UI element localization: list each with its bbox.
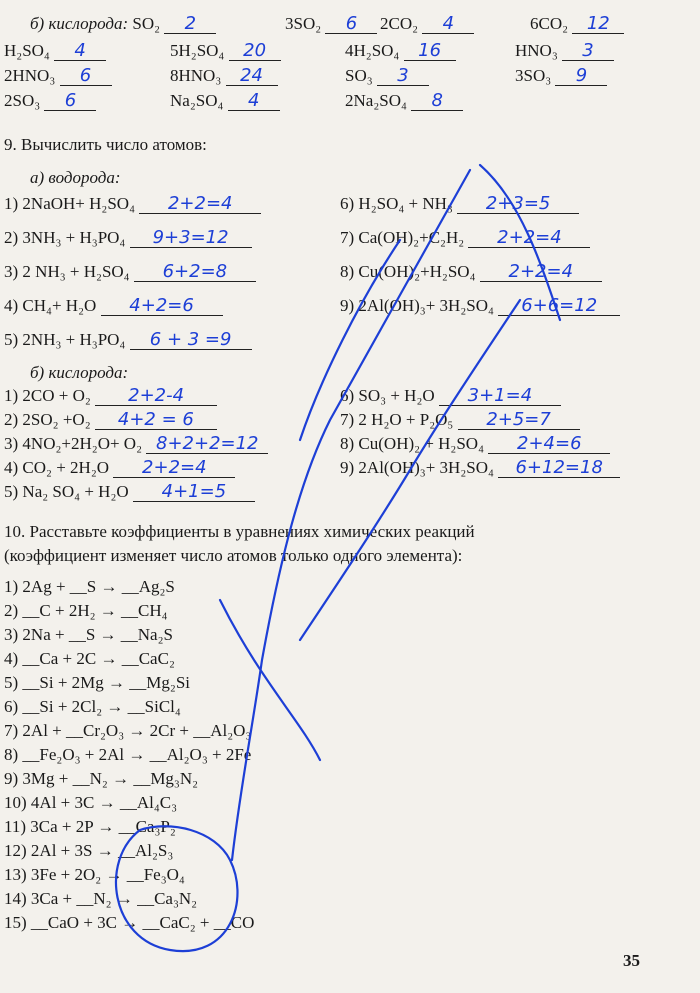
handwritten-answer: 8 <box>411 92 463 111</box>
task9-title: 9. Вычислить число атомов: <box>4 135 207 154</box>
task-item <box>4 434 268 454</box>
formula: 2Al(OH)₃+ 3H₂SO₄ <box>358 458 499 477</box>
task-item <box>340 410 580 430</box>
header-cell <box>530 14 624 34</box>
header-cell <box>170 66 278 86</box>
equation-line: 11) 3Ca + 2P → __Ca₃P₂ <box>4 817 176 836</box>
handwritten-answer: 2+2=4 <box>468 229 590 248</box>
handwritten-answer: 2 <box>164 15 216 34</box>
equation-line: 7) 2Al + __Cr₂O₃ → 2Cr + __Al₂O₃ <box>4 721 252 740</box>
formula: 3NH₃ + H₃PO₄ <box>22 228 130 247</box>
task-item <box>4 458 235 478</box>
formula: 4NO₂+2H₂O+ O₂ <box>22 434 147 453</box>
formula: 5H₂SO₄ <box>170 41 229 60</box>
equation-line: 13) 3Fe + 2O₂ → __Fe₃O₄ <box>4 865 185 884</box>
formula: 6CO₂ <box>530 14 573 33</box>
handwritten-answer: 2+2=4 <box>139 195 261 214</box>
equation-line: 3) 2Na + __S → __Na₂S <box>4 625 173 644</box>
task-item <box>4 296 223 316</box>
handwritten-answer: 3 <box>562 42 614 61</box>
task-item <box>4 386 217 406</box>
formula: Ca(OH)₂+C₂H₂ <box>358 228 469 247</box>
task10-title-line1: 10. Расставьте коэффициенты в уравнениях химических реакций <box>4 522 475 541</box>
handwritten-answer: 6+2=8 <box>134 263 256 282</box>
handwritten-answer: 2+2-4 <box>95 387 217 406</box>
task-item <box>340 386 561 406</box>
header-cell <box>170 41 281 61</box>
task-item <box>4 262 256 282</box>
handwritten-answer: 9 <box>555 67 607 86</box>
task10-title-line2: (коэффициент изменяет число атомов только одного элемента): <box>4 546 463 565</box>
formula: 2CO₂ <box>380 14 423 33</box>
formula: 2HNO₃ <box>4 66 60 85</box>
item-number: 8) <box>340 262 359 281</box>
header-cell <box>4 91 96 111</box>
formula: CH₄+ H₂O <box>22 296 101 315</box>
handwritten-answer: 4 <box>422 15 474 34</box>
handwritten-answer: 24 <box>226 67 278 86</box>
handwritten-answer: 2+2=4 <box>480 263 602 282</box>
equation-line: 14) 3Ca + __N₂ → __Ca₃N₂ <box>4 889 198 908</box>
formula: 2 H₂O + P₂O₅ <box>358 410 458 429</box>
equation-line: 1) 2Ag + __S → __Ag₂S <box>4 577 175 596</box>
item-number: 3) <box>4 434 23 453</box>
formula: Cu(OH)₂ + H₂SO₄ <box>358 434 489 453</box>
handwritten-answer: 2+4=6 <box>488 435 610 454</box>
formula: 2Al(OH)₃+ 3H₂SO₄ <box>358 296 499 315</box>
task9-b-label: б) кислорода: <box>30 363 129 382</box>
task-item <box>4 194 261 214</box>
task9-a-label: а) водорода: <box>30 168 121 187</box>
header-cell <box>345 91 463 111</box>
page-number: 35 <box>623 951 640 970</box>
formula: 4H₂SO₄ <box>345 41 404 60</box>
handwritten-answer: 4+2=6 <box>101 297 223 316</box>
handwritten-answer: 3 <box>377 67 429 86</box>
handwritten-answer: 4 <box>54 42 106 61</box>
header-cell <box>345 66 429 86</box>
header-label: б) кислорода: <box>30 14 133 33</box>
formula: SO₃ <box>345 66 377 85</box>
header-cell <box>345 41 456 61</box>
formula: 2 NH₃ + H₂SO₄ <box>22 262 134 281</box>
item-number: 3) <box>4 262 23 281</box>
handwritten-answer: 8+2+2=12 <box>146 435 268 454</box>
item-number: 2) <box>4 410 23 429</box>
item-number: 5) <box>4 330 23 349</box>
equation-line: 6) __Si + 2Cl₂ → __SiCl₄ <box>4 697 181 716</box>
formula: Na₂ SO₄ + H₂O <box>22 482 133 501</box>
handwritten-answer: 6+12=18 <box>498 459 620 478</box>
handwritten-answer: 16 <box>404 42 456 61</box>
header-cell <box>515 41 614 61</box>
item-number: 4) <box>4 458 23 477</box>
formula: 3SO₂ <box>285 14 326 33</box>
formula: 2NaOH+ H₂SO₄ <box>22 194 140 213</box>
task-item <box>340 262 602 282</box>
item-number: 4) <box>4 296 23 315</box>
item-number: 6) <box>340 386 359 405</box>
item-number: 7) <box>340 410 359 429</box>
header-cell <box>30 14 216 34</box>
task-item <box>4 410 217 430</box>
header-cell <box>380 14 474 34</box>
item-number: 9) <box>340 296 359 315</box>
formula: 2Na₂SO₄ <box>345 91 412 110</box>
formula: 2CO + O₂ <box>22 386 96 405</box>
formula: 2NH₃ + H₃PO₄ <box>22 330 130 349</box>
task-item <box>340 228 590 248</box>
handwritten-answer: 2+3=5 <box>457 195 579 214</box>
formula: 3SO₃ <box>515 66 556 85</box>
formula: HNO₃ <box>515 41 563 60</box>
formula: Cu(OH)₂+H₂SO₄ <box>358 262 480 281</box>
handwritten-answer: 2+5=7 <box>458 411 580 430</box>
formula: 2SO₃ <box>4 91 45 110</box>
equation-line: 9) 3Mg + __N₂ → __Mg₃N₂ <box>4 769 199 788</box>
equation-line: 8) __Fe₂O₃ + 2Al → __Al₂O₃ + 2Fe <box>4 745 252 764</box>
header-cell <box>170 91 280 111</box>
formula: 8HNO₃ <box>170 66 226 85</box>
header-cell <box>4 66 112 86</box>
equation-line: 10) 4Al + 3C → __Al₄C₃ <box>4 793 178 812</box>
item-number: 9) <box>340 458 359 477</box>
task-item <box>340 194 579 214</box>
handwritten-answer: 6 <box>60 67 112 86</box>
formula: SO₃ + H₂O <box>358 386 439 405</box>
equation-line: 2) __C + 2H₂ → __CH₄ <box>4 601 168 620</box>
header-cell <box>4 41 106 61</box>
item-number: 6) <box>340 194 359 213</box>
task-item <box>4 228 252 248</box>
handwritten-answer: 20 <box>229 42 281 61</box>
header-cell <box>285 14 377 34</box>
formula: 2SO₂ +O₂ <box>22 410 95 429</box>
equation-line: 12) 2Al + 3S → __Al₂S₃ <box>4 841 174 860</box>
task-item <box>340 458 620 478</box>
item-number: 8) <box>340 434 359 453</box>
formula: H₂SO₄ <box>4 41 55 60</box>
equation-line: 15) __CaO + 3C → __CaC₂ + __CO <box>4 913 255 932</box>
formula: CO₂ + 2H₂O <box>22 458 114 477</box>
task-item <box>4 482 255 502</box>
task-item <box>340 296 620 316</box>
formula: SO₂ <box>132 14 165 33</box>
handwritten-answer: 6+6=12 <box>498 297 620 316</box>
handwritten-answer: 2+2=4 <box>113 459 235 478</box>
handwritten-answer: 9+3=12 <box>130 229 252 248</box>
item-number: 1) <box>4 386 23 405</box>
item-number: 1) <box>4 194 23 213</box>
item-number: 2) <box>4 228 23 247</box>
task-item <box>340 434 610 454</box>
handwritten-answer: 4+1=5 <box>133 483 255 502</box>
handwritten-answer: 4 <box>228 92 280 111</box>
formula: H₂SO₄ + NH₃ <box>358 194 458 213</box>
item-number: 7) <box>340 228 359 247</box>
equation-line: 4) __Ca + 2C → __CaC₂ <box>4 649 175 668</box>
task-item <box>4 330 252 350</box>
handwritten-answer: 6 <box>325 15 377 34</box>
handwritten-answer: 4+2 = 6 <box>95 411 217 430</box>
formula: Na₂SO₄ <box>170 91 228 110</box>
handwritten-answer: 6 + 3 =9 <box>130 331 252 350</box>
header-cell <box>515 66 607 86</box>
handwritten-answer: 6 <box>44 92 96 111</box>
handwritten-answer: 3+1=4 <box>439 387 561 406</box>
handwritten-answer: 12 <box>572 15 624 34</box>
equation-line: 5) __Si + 2Mg → __Mg₂Si <box>4 673 191 692</box>
item-number: 5) <box>4 482 23 501</box>
